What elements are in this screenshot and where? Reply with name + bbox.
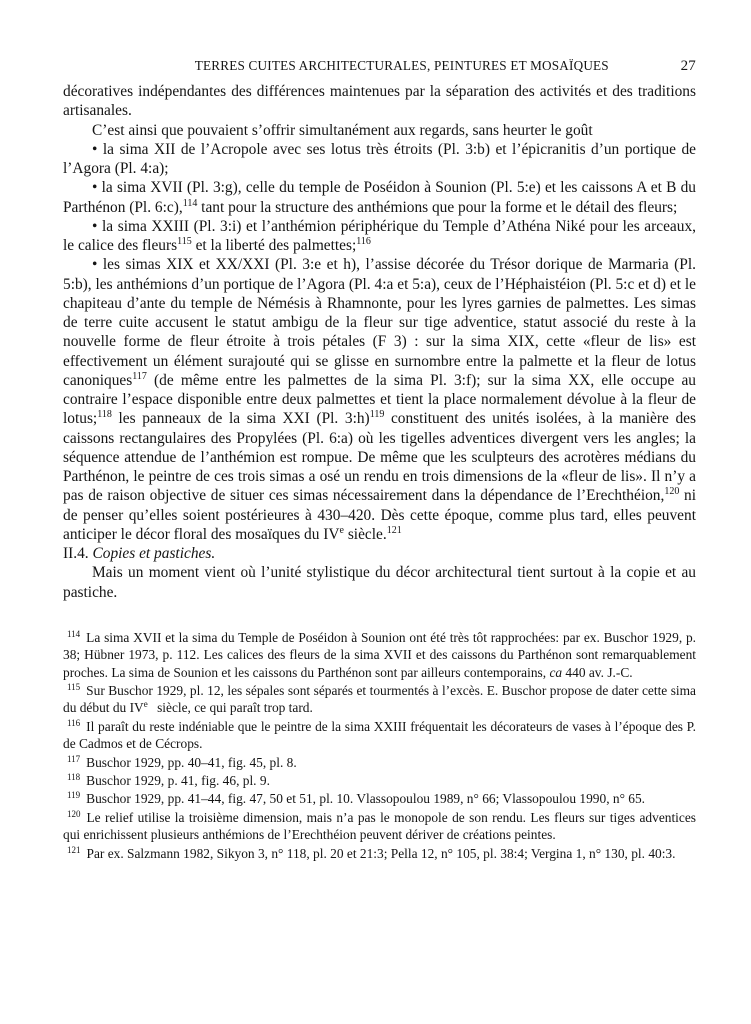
footnote-ref[interactable]: 115 [177,236,192,247]
text-run: • les simas XIX et XX/XXI (Pl. 3:e et h), l’assise décorée du Trésor dorique de Marmaria (Pl. 5:b), les anthémions d’un portique de l’Agora (Pl. 4:a et 5:a), ceux de l’Héphaistéion (Pl. 5:c et d) et le chapiteau d’ante du temple de Némésis à Rhamnonte, pour les lyres garnies de palmettes. Les simas de terre cuite accusent le statut ambigu de la fleur sur tige adventice, statut associé du reste à la nouvelle forme de fleur étroite à trois pétales (F 3) : sur la sima XIX, cette «fleur de lis» est effectivement un élément surajouté qui se glisse en surnombre entre la palmette et la fleur de lotus canoniques [63,256,696,389]
footnote [63,790,696,807]
footnotes [63,629,696,862]
text-run: constituent des unités isolées, à la manière des caissons rectangulaires des Propylées (Pl. 6:a) où les tigelles adventices divergent vers les angles; la séquence attendue de l’anthémion est rompue. De même que les sculpteurs des acrotères médians du Parthénon, le peintre de ces trois simas a osé un rendu en trois dimensions de la «fleur de lis». Il n’y a pas de raison objective de situer ces simas nécessairement dans la dépendance de l’Erechthéion, [63,410,696,505]
body-text [63,82,696,602]
footnote-text: Buschor 1929, pp. 41–44, fig. 47, 50 et 51, pl. 10. Vlassopoulou 1989, n° 66; Vlassopoulou 1990, n° 65. [86,791,646,807]
footnote-number: 116 [67,717,81,728]
bullet-item [63,178,696,217]
section-title: Copies et pastiches. [92,545,216,562]
footnote-number: 120 [67,808,81,819]
bullet-item [63,255,696,544]
superscript: e [339,524,344,536]
paragraph: décoratives indépendantes des différences maintenues par la séparation des activités et des traditions artisanales. [63,83,696,120]
footnote-number: 114 [67,628,81,639]
footnote-ref[interactable]: 120 [664,486,680,498]
footnote-text: siècle, ce qui paraît trop tard. [153,700,313,716]
footnote-text: 440 av. J.-C. [562,664,633,680]
footnote-ref[interactable]: 114 [182,197,198,209]
paragraph: C’est ainsi que pouvaient s’offrir simultanément aux regards, sans heurter le goût [92,121,593,139]
text-run: les panneaux de la sima XXI (Pl. 3:h) [111,410,370,428]
text-run: siècle. [343,525,387,543]
footnote [63,629,696,681]
footnote-ref[interactable]: 117 [132,370,147,382]
running-title: TERRES CUITES ARCHITECTURALES, PEINTURES ET MOSAÏQUES [194,58,609,73]
paragraph: Mais un moment vient où l’unité stylistique du décor architectural tient surtout à la copie et au pastiche. [63,564,696,601]
footnote-ref[interactable]: 118 [97,409,112,421]
footnote [63,682,696,717]
text-run: (de même entre les palmettes de la sima Pl. 3:f); sur la sima XX, elle occupe au contraire l’espace disponible entre deux palmettes et tient la place normalement dévolue à la fleur de lotus; [63,371,696,428]
page [63,58,696,863]
footnote-text: La sima XVII et la sima du Temple de Poséidon à Sounion ont été très tôt rapprochées: par ex. Buschor 1929, p. 38; Hübner 1973, p. 112. Les calices des fleurs de la sima XVII et des caissons du Parthénon sont remarquablement proches. La sima de Sounion et les caissons du Parthénon sont par ailleurs contemporains, [63,629,696,680]
footnote-text: Le relief utilise la troisième dimension, mais n’a pas le monopole de son rendu. Les fleurs sur tiges adventices qui enrichissent plusieurs anthémions de l’Erechthéion peuvent dériver de créations peintes. [63,809,696,843]
text-run: ni de penser qu’elles soient postérieures à 430–420. Dès cette époque, comme plus tard, elles peuvent anticiper le décor floral des mosaïques du IV [63,487,697,543]
text-run: • la sima XXIII (Pl. 3:i) et l’anthémion périphérique du Temple d’Athéna Niké pour les arceaux, le calice des fleurs [63,217,696,254]
footnote-ref[interactable]: 116 [356,236,371,247]
footnote-text: Il paraît du reste indéniable que le peintre de la sima XXIII fréquentait les décorateurs de vases à l’époque des P. de Cadmos et de Cécrops. [63,718,696,752]
footnote [63,754,696,771]
section-number: II.4. [63,545,93,562]
footnote-text: Buschor 1929, p. 41, fig. 46, pl. 9. [86,773,270,788]
footnote [63,718,696,753]
section-heading [63,544,696,563]
text-run: tant pour la structure des anthémions que pour la forme et le détail des fleurs; [197,198,678,216]
superscript: e [143,699,148,710]
text-run: et la liberté des palmettes; [191,237,357,254]
footnote [63,809,696,844]
footnote-number: 115 [67,681,81,692]
bullet-item [63,217,696,256]
footnote-text: Par ex. Salzmann 1982, Sikyon 3, n° 118, pl. 20 et 21:3; Pella 12, n° 105, pl. 38:4; Vergina 1, n° 130, pl. 40:3. [86,845,676,861]
footnote [63,845,696,862]
footnote-ref[interactable]: 121 [386,524,402,536]
bullet-item: • la sima XII de l’Acropole avec ses lotus très étroits (Pl. 3:b) et l’épicranitis d’un portique de l’Agora (Pl. 4:a); [63,140,696,177]
footnote-text: Sur Buschor 1929, pl. 12, les sépales sont séparés et tourmentés à l’excès. E. Buschor propose de dater cette sima du début du IV [63,682,696,716]
footnote-number: 117 [67,753,81,764]
footnote-number: 119 [67,790,81,801]
footnote-ref[interactable]: 119 [369,409,385,421]
footnote-italic: ca [549,664,563,680]
text-run: • la sima XVII (Pl. 3:g), celle du temple de Poséidon à Sounion (Pl. 5:e) et les caissons A et B du Parthénon (Pl. 6:c), [63,179,696,216]
page-number: 27 [680,58,696,74]
footnote [63,772,696,789]
footnote-text: Buschor 1929, pp. 40–41, fig. 45, pl. 8. [86,754,297,770]
footnote-number: 118 [67,772,81,782]
running-header [63,58,696,78]
footnote-number: 121 [67,844,81,855]
